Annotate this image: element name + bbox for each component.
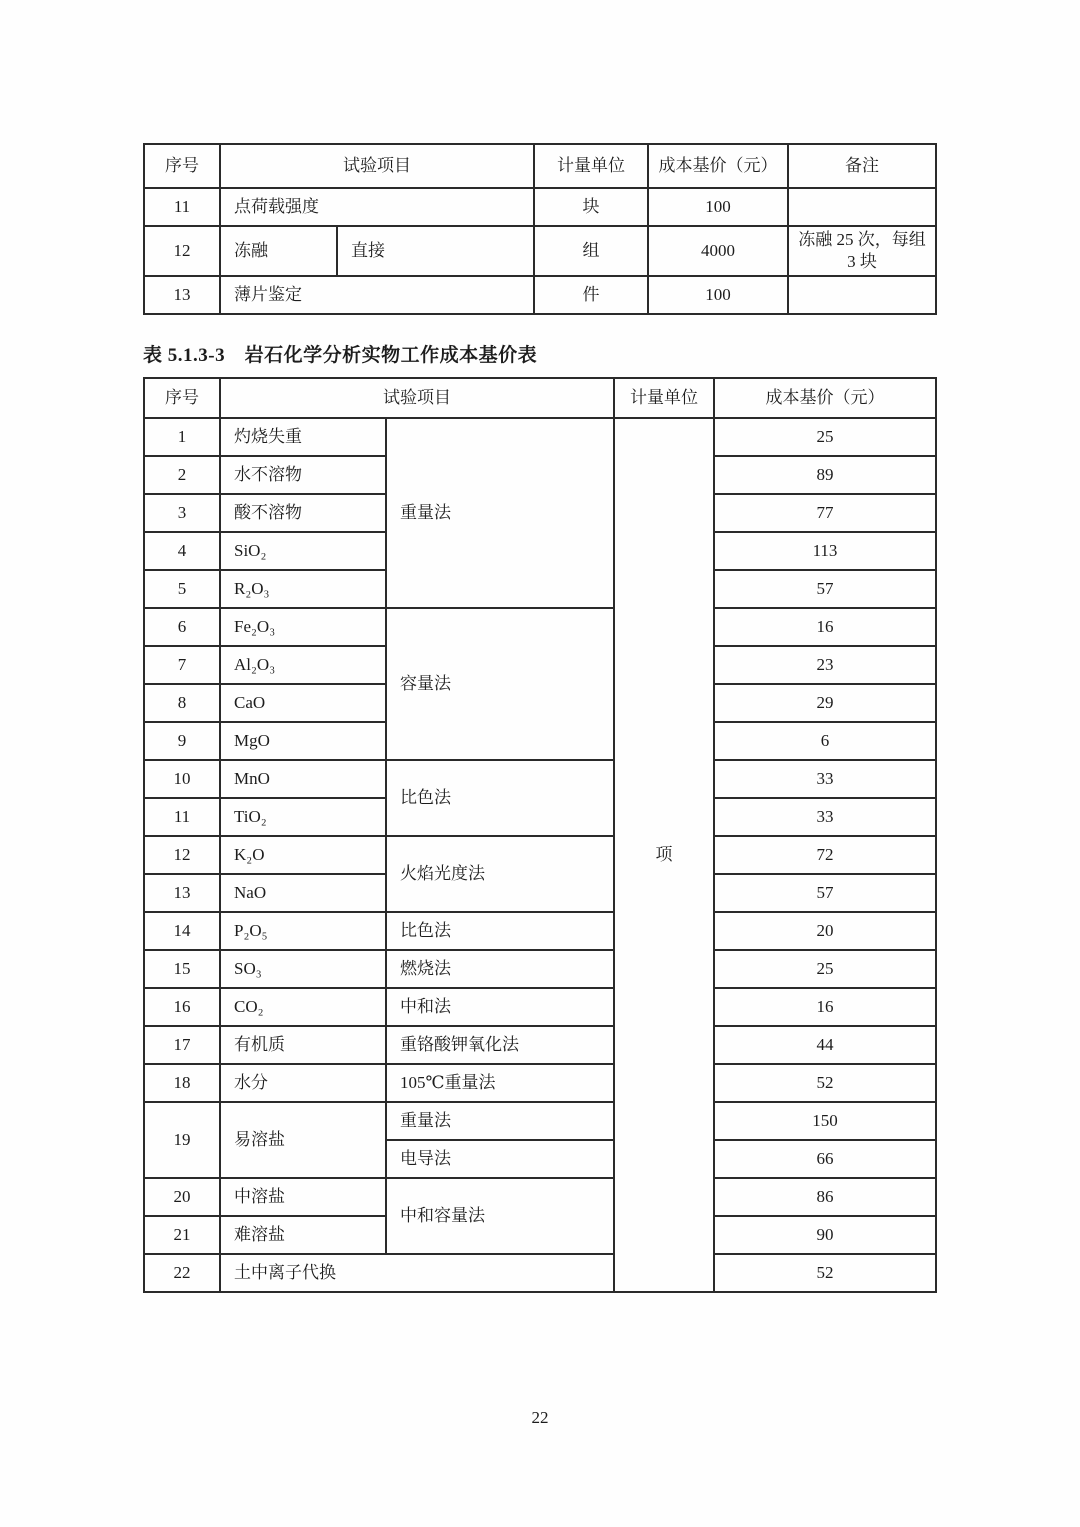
cell-test-method: 比色法 xyxy=(386,760,614,836)
cell-seq: 18 xyxy=(144,1064,220,1102)
header-test-item: 试验项目 xyxy=(220,144,534,188)
cell-unit: 件 xyxy=(534,276,648,314)
cell-unit: 组 xyxy=(534,226,648,276)
cell-seq: 10 xyxy=(144,760,220,798)
cell-price: 52 xyxy=(714,1254,936,1292)
rock-chemical-analysis-cost-table xyxy=(143,377,937,1293)
cell-test-method: 重量法 xyxy=(386,1102,614,1140)
table-row xyxy=(144,1254,936,1292)
cell-seq: 2 xyxy=(144,456,220,494)
cell-test-item: MnO xyxy=(220,760,386,798)
cell-price: 100 xyxy=(648,188,788,226)
cell-test-method: 直接 xyxy=(337,226,534,276)
header-base-price: 成本基价（元） xyxy=(714,378,936,418)
cell-test-item: Al₂O₃ xyxy=(220,646,386,684)
cell-test-item: Fe₂O₃ xyxy=(220,608,386,646)
table-row xyxy=(144,988,936,1026)
header-seq: 序号 xyxy=(144,378,220,418)
header-unit: 计量单位 xyxy=(534,144,648,188)
cell-seq: 19 xyxy=(144,1102,220,1178)
cell-price: 113 xyxy=(714,532,936,570)
table-row xyxy=(144,418,936,456)
header-test-item: 试验项目 xyxy=(220,378,614,418)
rock-test-cost-table xyxy=(143,143,937,315)
cell-remark: 冻融 25 次，每组 3 块 xyxy=(788,226,936,276)
cell-test-item: 酸不溶物 xyxy=(220,494,386,532)
cell-price: 4000 xyxy=(648,226,788,276)
cell-test-item: NaO xyxy=(220,874,386,912)
cell-test-item: R₂O₃ xyxy=(220,570,386,608)
cell-price: 25 xyxy=(714,418,936,456)
cell-seq: 15 xyxy=(144,950,220,988)
cell-price: 150 xyxy=(714,1102,936,1140)
cell-test-item: 土中离子代换 xyxy=(220,1254,614,1292)
cell-price: 77 xyxy=(714,494,936,532)
header-seq: 序号 xyxy=(144,144,220,188)
cell-unit: 项 xyxy=(614,418,714,1292)
cell-seq: 3 xyxy=(144,494,220,532)
cell-test-item: MgO xyxy=(220,722,386,760)
cell-test-item: P₂O₅ xyxy=(220,912,386,950)
cell-seq: 4 xyxy=(144,532,220,570)
cell-seq: 1 xyxy=(144,418,220,456)
cell-test-item: 易溶盐 xyxy=(220,1102,386,1178)
cell-price: 66 xyxy=(714,1140,936,1178)
header-base-price: 成本基价（元） xyxy=(648,144,788,188)
cell-seq: 14 xyxy=(144,912,220,950)
table-row xyxy=(144,760,936,798)
cell-price: 57 xyxy=(714,570,936,608)
table-row xyxy=(144,608,936,646)
cell-test-item: 灼烧失重 xyxy=(220,418,386,456)
cell-test-method: 电导法 xyxy=(386,1140,614,1178)
table-row xyxy=(144,836,936,874)
page-content xyxy=(143,143,935,1293)
cell-seq: 6 xyxy=(144,608,220,646)
cell-seq: 20 xyxy=(144,1178,220,1216)
cell-test-item: 有机质 xyxy=(220,1026,386,1064)
cell-seq: 21 xyxy=(144,1216,220,1254)
cell-test-method: 105℃重量法 xyxy=(386,1064,614,1102)
cell-price: 16 xyxy=(714,608,936,646)
cell-seq: 13 xyxy=(144,276,220,314)
cell-seq: 12 xyxy=(144,226,220,276)
table-row xyxy=(144,1064,936,1102)
cell-price: 23 xyxy=(714,646,936,684)
cell-test-item: 水分 xyxy=(220,1064,386,1102)
cell-price: 44 xyxy=(714,1026,936,1064)
cell-seq: 13 xyxy=(144,874,220,912)
table-row xyxy=(144,1026,936,1064)
cell-test-item: CO₂ xyxy=(220,988,386,1026)
cell-seq: 9 xyxy=(144,722,220,760)
cell-seq: 11 xyxy=(144,188,220,226)
cell-test-method: 重铬酸钾氧化法 xyxy=(386,1026,614,1064)
cell-price: 52 xyxy=(714,1064,936,1102)
cell-seq: 16 xyxy=(144,988,220,1026)
cell-remark xyxy=(788,276,936,314)
cell-test-item: 难溶盐 xyxy=(220,1216,386,1254)
cell-test-item: 薄片鉴定 xyxy=(220,276,534,314)
cell-price: 100 xyxy=(648,276,788,314)
cell-seq: 22 xyxy=(144,1254,220,1292)
table-row xyxy=(144,276,936,314)
cell-test-method: 燃烧法 xyxy=(386,950,614,988)
table-row xyxy=(144,226,936,276)
cell-seq: 5 xyxy=(144,570,220,608)
cell-test-method: 比色法 xyxy=(386,912,614,950)
cell-price: 90 xyxy=(714,1216,936,1254)
cell-test-item: 点荷载强度 xyxy=(220,188,534,226)
cell-test-item: SO₃ xyxy=(220,950,386,988)
cell-test-item: SiO₂ xyxy=(220,532,386,570)
cell-price: 25 xyxy=(714,950,936,988)
table-caption: 表 5.1.3-3 岩石化学分析实物工作成本基价表 xyxy=(143,345,538,366)
header-remark: 备注 xyxy=(788,144,936,188)
cell-seq: 8 xyxy=(144,684,220,722)
table-row xyxy=(144,1102,936,1140)
cell-seq: 7 xyxy=(144,646,220,684)
cell-test-method: 重量法 xyxy=(386,418,614,608)
cell-seq: 11 xyxy=(144,798,220,836)
cell-price: 16 xyxy=(714,988,936,1026)
table-row xyxy=(144,912,936,950)
table-row xyxy=(144,950,936,988)
cell-test-method: 中和容量法 xyxy=(386,1178,614,1254)
table-header-row xyxy=(144,144,936,188)
cell-price: 29 xyxy=(714,684,936,722)
cell-remark xyxy=(788,188,936,226)
cell-test-item: 水不溶物 xyxy=(220,456,386,494)
cell-price: 33 xyxy=(714,798,936,836)
cell-price: 6 xyxy=(714,722,936,760)
header-unit: 计量单位 xyxy=(614,378,714,418)
cell-test-item: TiO₂ xyxy=(220,798,386,836)
table-row xyxy=(144,1178,936,1216)
cell-price: 86 xyxy=(714,1178,936,1216)
cell-test-method: 火焰光度法 xyxy=(386,836,614,912)
cell-unit: 块 xyxy=(534,188,648,226)
cell-price: 72 xyxy=(714,836,936,874)
cell-test-method: 中和法 xyxy=(386,988,614,1026)
cell-test-method: 容量法 xyxy=(386,608,614,760)
cell-test-item: 中溶盐 xyxy=(220,1178,386,1216)
cell-test-item: K₂O xyxy=(220,836,386,874)
table-row xyxy=(144,188,936,226)
cell-price: 33 xyxy=(714,760,936,798)
cell-seq: 17 xyxy=(144,1026,220,1064)
cell-price: 89 xyxy=(714,456,936,494)
cell-test-item: CaO xyxy=(220,684,386,722)
cell-test-item: 冻融 xyxy=(220,226,337,276)
cell-price: 20 xyxy=(714,912,936,950)
page-number: 22 xyxy=(531,1408,549,1427)
table-header-row xyxy=(144,378,936,418)
cell-seq: 12 xyxy=(144,836,220,874)
cell-price: 57 xyxy=(714,874,936,912)
